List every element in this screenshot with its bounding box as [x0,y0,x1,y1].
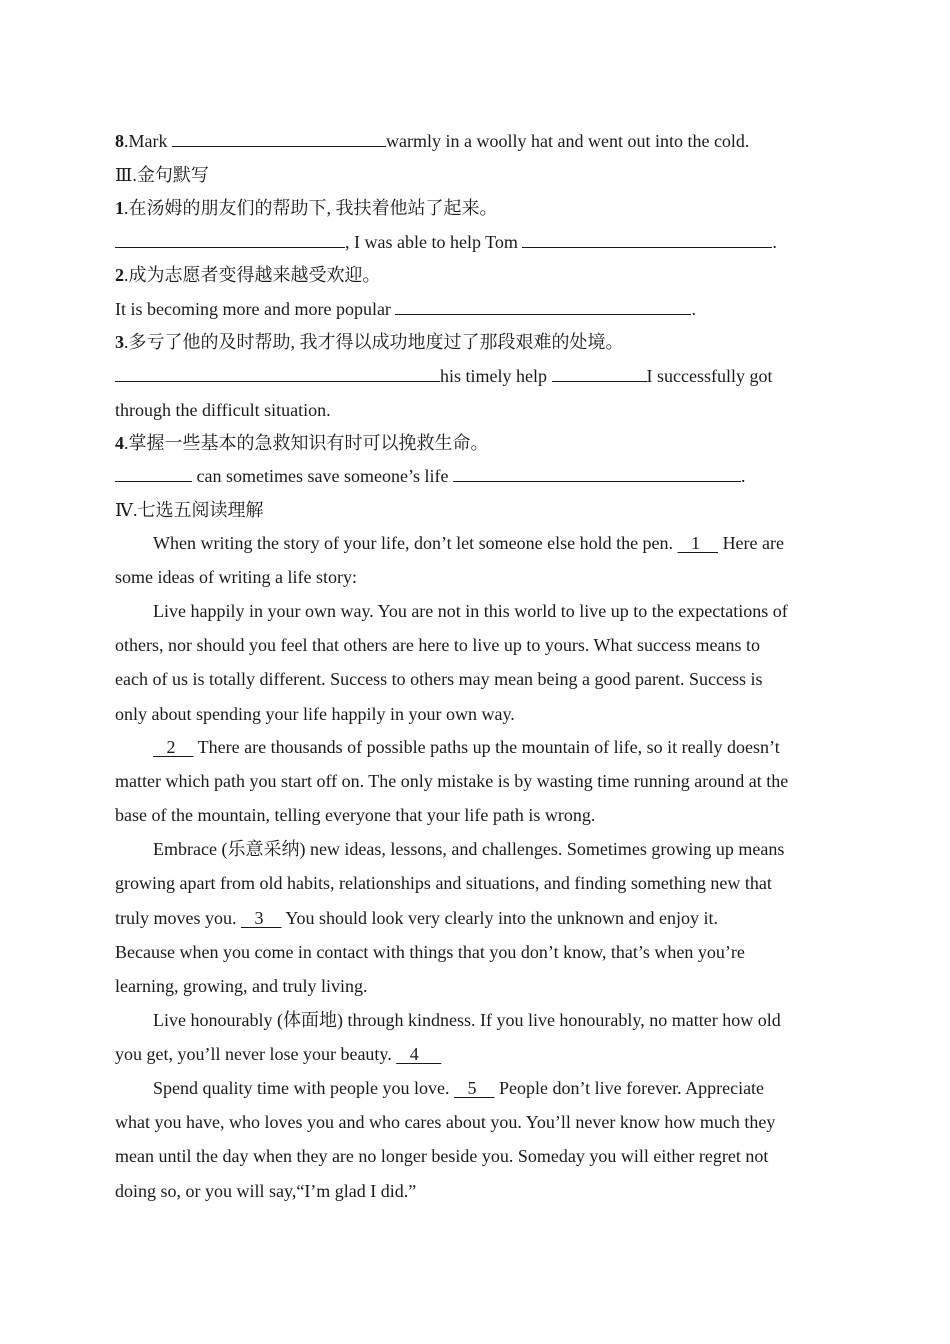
question-number: 3 [115,332,124,352]
passage-line: Because when you come in contact with things that you don’t know, that’s when you’re [115,942,745,962]
passage-line: mean until the day when they are no longer beside you. Someday you will either regret not [115,1146,769,1166]
passage-text: you get, you’ll never lose your beauty. [115,1044,397,1064]
question-number: 2 [115,265,124,285]
answer-blank[interactable] [395,298,691,315]
passage-line: learning, growing, and truly living. [115,976,368,996]
blank-2[interactable]: 2 [153,737,194,757]
sentence-4-chinese [115,431,489,455]
passage-text: Spend quality time with people you love. [153,1078,454,1098]
english-text: I successfully got [646,366,773,386]
question-number: 4 [115,433,124,453]
question-text: warmly in a woolly hat and went out into the cold. [386,131,750,151]
passage-line: Live happily in your own way. You are not in this world to live up to the expectations of [153,601,788,621]
passage-line: some ideas of writing a life story: [115,567,357,587]
blank-4[interactable]: 4 [396,1044,442,1064]
english-text: , I was able to help Tom [345,232,523,252]
answer-blank[interactable] [552,365,647,382]
question-text: .Mark [124,131,172,151]
punctuation: . [740,466,746,486]
sentence-3-chinese [115,330,624,354]
passage-line: each of us is totally different. Success to others may mean being a good parent. Success is [115,669,763,689]
passage-line: growing apart from old habits, relationships and situations, and finding something new that [115,873,772,893]
passage-text: You should look very clearly into the unknown and enjoy it. [281,908,718,928]
passage-line: others, nor should you feel that others are here to live up to yours. What success means to [115,635,761,655]
passage-line: Embrace (乐意采纳) new ideas, lessons, and challenges. Sometimes growing up means [153,839,785,859]
answer-blank[interactable] [115,365,440,382]
question-number: 8 [115,131,124,151]
sentence-1-chinese [115,196,498,220]
question-8 [115,129,749,153]
sentence-3-english [115,364,772,388]
blank-3[interactable]: 3 [241,908,282,928]
passage-line: matter which path you start off on. The only mistake is by wasting time running around at the [115,771,789,791]
section-title: Ⅳ.七选五阅读理解 [115,500,264,520]
chinese-text: .在汤姆的朋友们的帮助下, 我扶着他站了起来。 [124,198,498,218]
english-text: his timely help [440,366,552,386]
sentence-2-chinese [115,263,381,287]
answer-blank[interactable] [115,465,192,482]
passage-line [153,531,784,555]
passage-line [153,735,780,759]
sentence-2-english [115,297,696,321]
passage-line [115,906,718,930]
passage-text: There are thousands of possible paths up the mountain of life, so it really doesn’t [193,737,780,757]
passage-line [115,1042,441,1066]
chinese-text: .多亏了他的及时帮助, 我才得以成功地度过了那段艰难的处境。 [124,332,624,352]
answer-blank[interactable] [522,231,772,248]
english-text: It is becoming more and more popular [115,299,396,319]
chinese-text: .成为志愿者变得越来越受欢迎。 [124,265,381,285]
passage-line: Live honourably (体面地) through kindness. If you live honourably, no matter how old [153,1010,781,1030]
passage-line [153,1076,764,1100]
punctuation: . [772,232,777,252]
punctuation: . [691,299,696,319]
answer-blank[interactable] [115,231,345,248]
answer-blank[interactable] [453,465,741,482]
passage-text: When writing the story of your life, don’t let someone else hold the pen. [153,533,678,553]
blank-1[interactable]: 1 [677,533,719,553]
passage-line: what you have, who loves you and who cares about you. You’ll never know how much they [115,1112,776,1132]
blank-5[interactable]: 5 [453,1078,495,1098]
sentence-3-english-cont: through the difficult situation. [115,400,331,420]
chinese-text: .掌握一些基本的急救知识有时可以挽救生命。 [124,433,489,453]
section-title: Ⅲ.金句默写 [115,165,209,185]
passage-line: doing so, or you will say,“I’m glad I did.” [115,1181,417,1201]
sentence-4-english [115,464,745,488]
sentence-1-english [115,230,777,254]
passage-text: Here are [718,533,785,553]
passage-line: base of the mountain, telling everyone that your life path is wrong. [115,805,596,825]
passage-text: People don’t live forever. Appreciate [494,1078,765,1098]
answer-blank[interactable] [172,130,386,147]
question-number: 1 [115,198,124,218]
passage-text: truly moves you. [115,908,241,928]
english-text: can sometimes save someone’s life [192,466,453,486]
passage-line: only about spending your life happily in your own way. [115,704,515,724]
